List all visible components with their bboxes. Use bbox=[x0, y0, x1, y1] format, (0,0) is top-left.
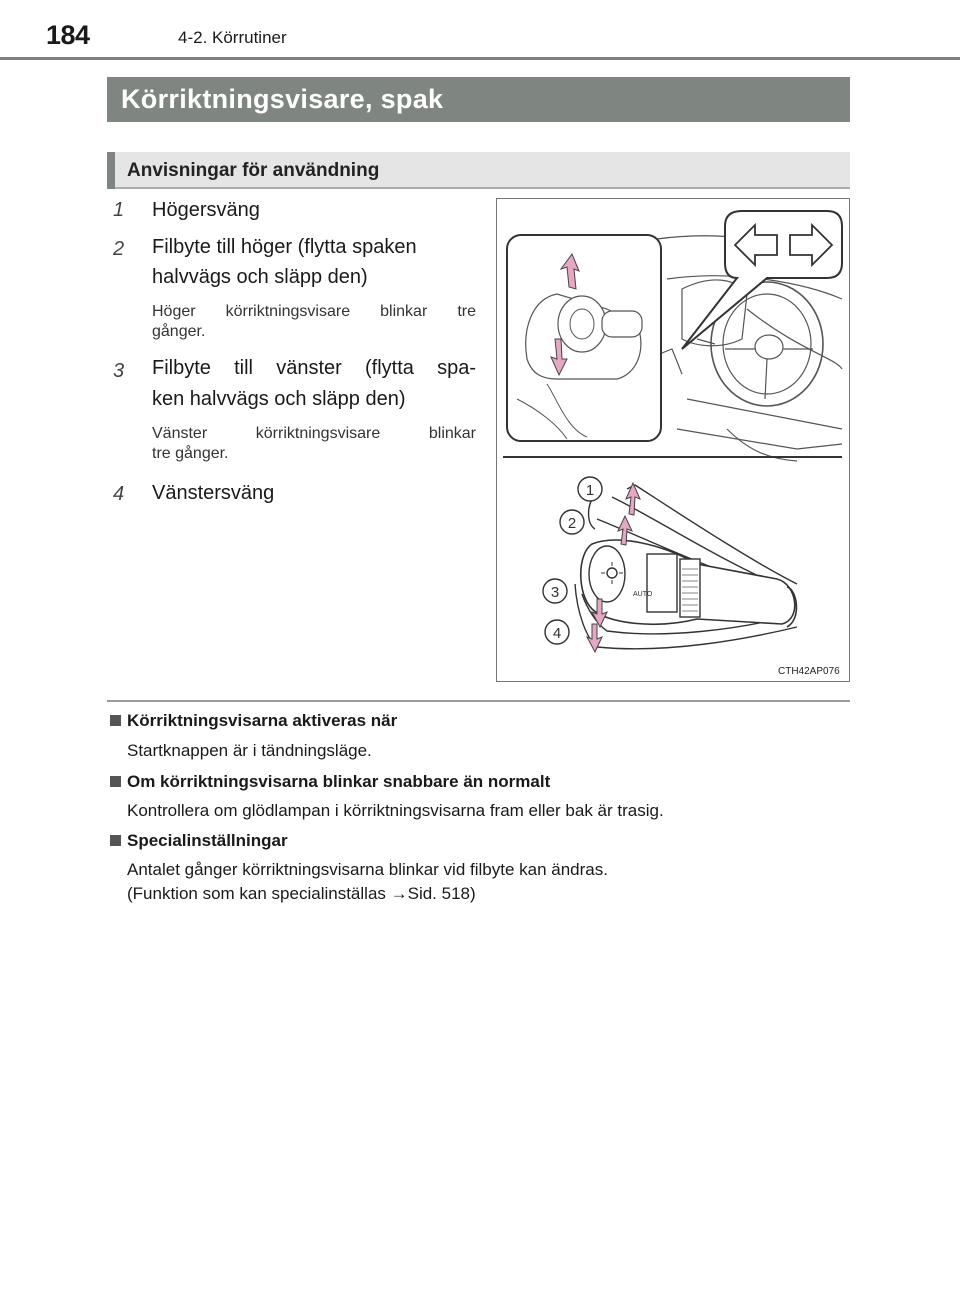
item-text: Filbyte till vänster (flytta spa- bbox=[152, 357, 476, 379]
callout-2 bbox=[560, 510, 584, 534]
section-rule bbox=[107, 700, 850, 702]
lever-diagram bbox=[575, 485, 797, 649]
subheading-bar bbox=[107, 152, 850, 189]
callout-bubble bbox=[682, 211, 842, 349]
item-number: 4 bbox=[113, 483, 125, 505]
title-bar bbox=[107, 77, 850, 122]
callout-number: 3 bbox=[550, 584, 560, 601]
subheading: Anvisningar för användning bbox=[127, 160, 380, 181]
callout-1 bbox=[578, 477, 602, 501]
subheading-accent bbox=[107, 152, 115, 189]
hand-lever-closeup bbox=[507, 235, 661, 441]
figure-illustration bbox=[497, 199, 848, 680]
item-number: 3 bbox=[113, 360, 125, 382]
item-number: 1 bbox=[113, 199, 125, 221]
item-text: Filbyte till höger (flytta spaken bbox=[152, 236, 417, 258]
figure-caption: CTH42AP076 bbox=[778, 666, 840, 677]
item-number: 2 bbox=[113, 238, 125, 260]
note-heading: Specialinställningar bbox=[110, 831, 288, 851]
callout-3 bbox=[543, 579, 567, 603]
page-number: 184 bbox=[46, 20, 90, 50]
item-note: Höger körriktningsvisare blinkar tre bbox=[152, 303, 476, 320]
note-heading: Körriktningsvisarna aktiveras när bbox=[110, 711, 397, 731]
lever-auto-label: AUTO bbox=[633, 591, 653, 598]
section-label: 4-2. Körrutiner bbox=[178, 28, 287, 47]
callout-4 bbox=[545, 620, 569, 644]
bullet-square-icon bbox=[110, 776, 121, 787]
item-note: Vänster körriktningsvisare blinkar bbox=[152, 425, 476, 442]
bullet-square-icon bbox=[110, 715, 121, 726]
note-text: Startknappen är i tändningsläge. bbox=[127, 741, 372, 760]
callout-number: 4 bbox=[552, 625, 562, 642]
page-title: Körriktningsvisare, spak bbox=[121, 84, 444, 114]
item-text: halvvägs och släpp den) bbox=[152, 266, 368, 288]
header-rule bbox=[0, 57, 960, 60]
note-heading: Om körriktningsvisarna blinkar snabbare än normalt bbox=[110, 772, 550, 792]
item-note: tre gånger. bbox=[152, 445, 229, 462]
turn-signal-figure bbox=[496, 198, 850, 682]
callout-number: 2 bbox=[567, 515, 577, 532]
callout-number: 1 bbox=[585, 482, 595, 499]
note-text: (Funktion som kan specialinställas →Sid. 518) bbox=[127, 884, 476, 903]
note-text: Antalet gånger körriktningsvisarna blinkar vid filbyte kan ändras. bbox=[127, 860, 608, 879]
item-note: gånger. bbox=[152, 323, 206, 340]
note-text: Kontrollera om glödlampan i körriktningsvisarna fram eller bak är trasig. bbox=[127, 801, 664, 820]
item-text: Vänstersväng bbox=[152, 482, 275, 504]
item-text: Högersväng bbox=[152, 199, 260, 221]
item-text: ken halvvägs och släpp den) bbox=[152, 388, 406, 410]
bullet-square-icon bbox=[110, 835, 121, 846]
